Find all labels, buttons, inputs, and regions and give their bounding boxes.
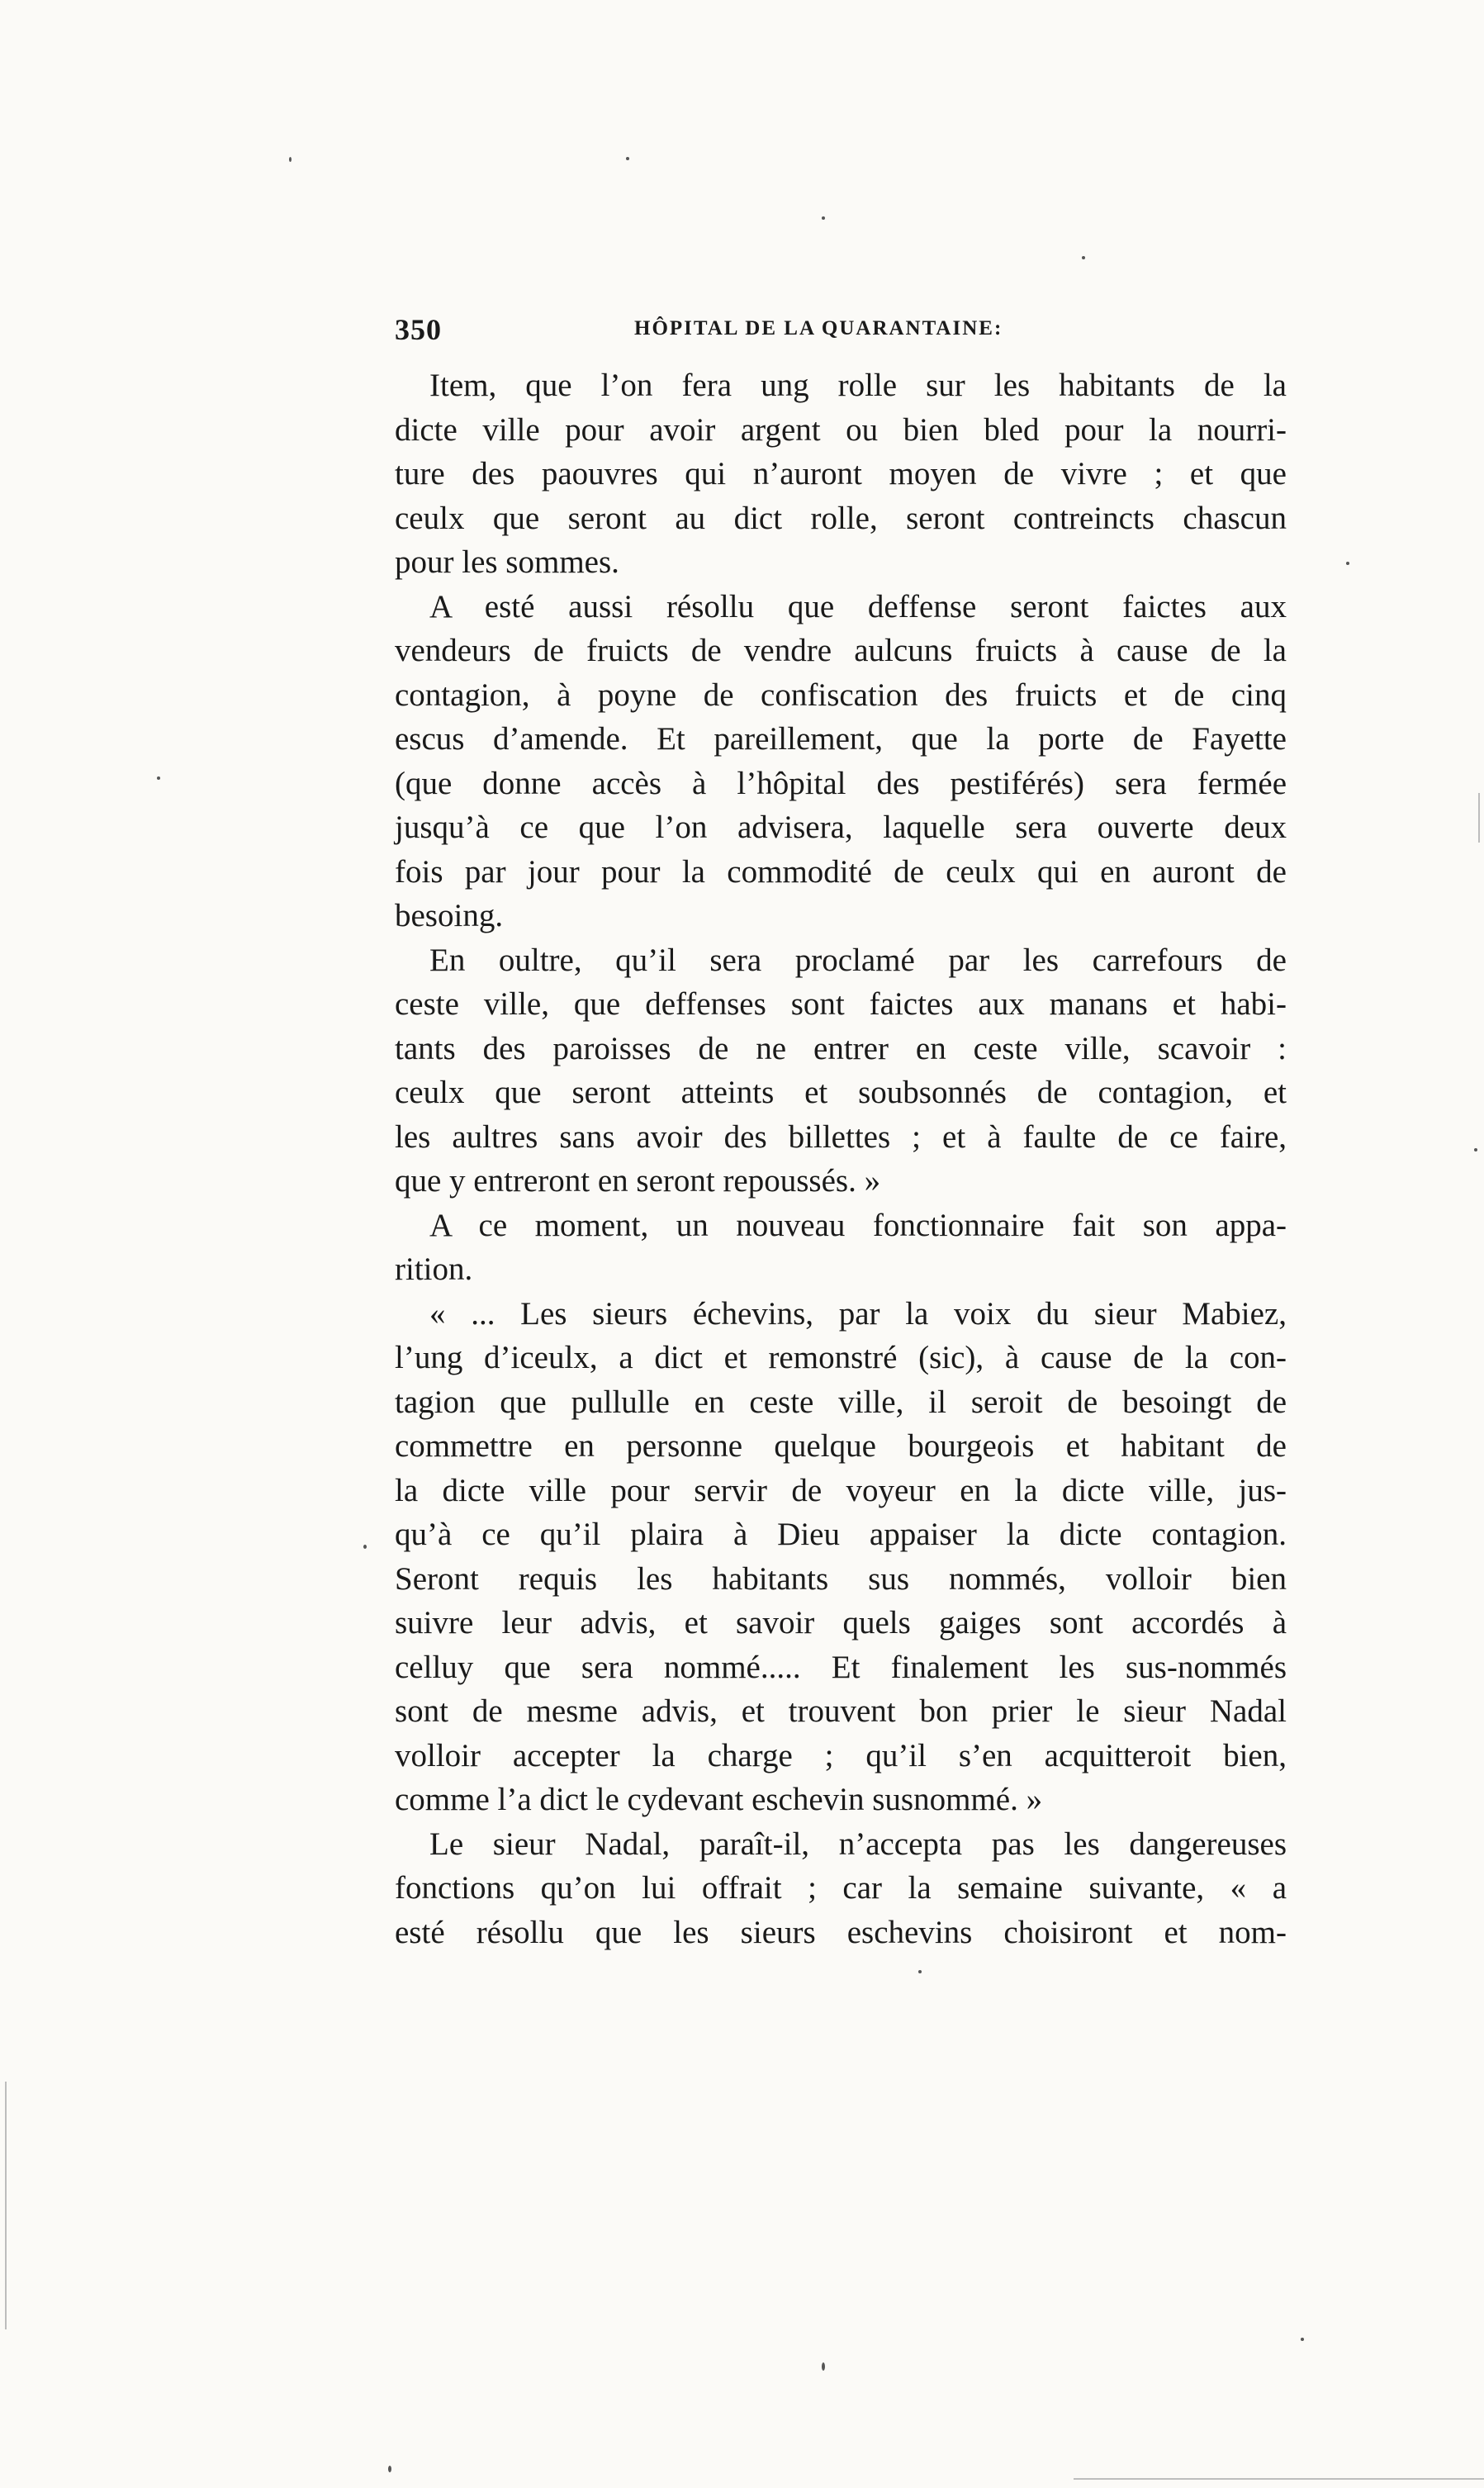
text-line: A ce moment, un nouveau fonctionnaire fait son appa- — [429, 1207, 1287, 1243]
scan-speck — [1474, 1148, 1477, 1151]
text-line: A esté aussi résollu que deffense seront faictes aux — [429, 588, 1287, 624]
scan-speck — [1082, 256, 1085, 259]
text-line: ture des paouvres qui n’auront moyen de vivre ; et que — [395, 456, 1287, 491]
scan-speck — [1301, 2338, 1304, 2341]
text-line: ceste ville, que deffenses sont faictes aux manans et habi- — [395, 986, 1287, 1022]
text-line: dicte ville pour avoir argent ou bien bled pour la nourri- — [395, 411, 1287, 448]
text-line: besoing. — [395, 898, 504, 933]
text-line: « ... Les sieurs échevins, par la voix du sieur Mabiez, — [429, 1295, 1287, 1332]
scan-speck — [822, 2362, 825, 2371]
body-text — [395, 363, 1287, 1954]
scan-edge-left — [5, 2082, 7, 2329]
text-line: pour les sommes. — [395, 544, 619, 580]
text-line: la dicte ville pour servir de voyeur en la dicte ville, jus- — [395, 1472, 1287, 1508]
scan-speck — [626, 157, 629, 160]
page-number: 350 — [395, 313, 442, 346]
text-line: En oultre, qu’il sera proclamé par les carrefours de — [429, 942, 1287, 978]
text-line: tants des paroisses de ne entrer en ceste ville, scavoir : — [395, 1030, 1287, 1066]
text-line: escus d’amende. Et pareillement, que la porte de Fayette — [395, 721, 1287, 757]
text-line: fois par jour pour la commodité de ceulx qui en auront de — [395, 853, 1287, 890]
text-line: sont de mesme advis, et trouvent bon prier le sieur Nadal — [395, 1693, 1287, 1729]
scan-speck — [918, 1970, 922, 1973]
text-line: qu’à ce qu’il plaira à Dieu appaiser la dicte contagion. — [395, 1517, 1287, 1552]
text-line: que y entreront en seront repoussés. » — [395, 1163, 881, 1199]
text-line: l’ung d’iceulx, a dict et remonstré (sic), à cause de la con- — [395, 1340, 1287, 1375]
text-line: tagion que pullulle en ceste ville, il seroit de besoingt de — [395, 1384, 1287, 1420]
text-line: Item, que l’on fera ung rolle sur les habitants de la — [429, 368, 1287, 403]
page-header — [395, 312, 1287, 354]
text-line: (que donne accès à l’hôpital des pestiférés) sera fermée — [395, 765, 1287, 801]
text-line: rition. — [395, 1251, 473, 1287]
scan-speck — [289, 157, 292, 162]
text-line: contagion, à poyne de confiscation des fruicts et de cinq — [395, 677, 1287, 713]
scan-speck — [822, 216, 825, 220]
text-line: celluy que sera nommé..... Et finalement les sus-nommés — [395, 1649, 1287, 1685]
scan-speck — [1346, 562, 1349, 565]
scan-speck — [388, 2466, 391, 2472]
text-line: commettre en personne quelque bourgeois et habitant de — [395, 1428, 1287, 1464]
text-line: ceulx que seront au dict rolle, seront contreincts chascun — [395, 500, 1287, 536]
text-line: ceulx que seront atteints et soubsonnés de contagion, et — [395, 1075, 1287, 1110]
text-line: vendeurs de fruicts de vendre aulcuns fruicts à cause de la — [395, 633, 1287, 668]
text-line: Seront requis les habitants sus nommés, volloir bien — [395, 1560, 1287, 1597]
text-line: Le sieur Nadal, paraît-il, n’accepta pas les dangereuses — [429, 1826, 1287, 1862]
running-title: HÔPITAL DE LA QUARANTAINE: — [634, 317, 1003, 339]
text-line: suivre leur advis, et savoir quels gaiges sont accordés à — [395, 1605, 1287, 1640]
scan-edge-bottom — [1074, 2478, 1484, 2480]
text-line: comme l’a dict le cydevant eschevin susnommé. » — [395, 1782, 1043, 1817]
text-line: fonctions qu’on lui offrait ; car la semaine suivante, « a — [395, 1870, 1287, 1906]
text-line: volloir accepter la charge ; qu’il s’en acquitteroit bien, — [395, 1737, 1287, 1773]
text-line: les aultres sans avoir des billettes ; et à faulte de ce faire, — [395, 1118, 1287, 1155]
text-line: esté résollu que les sieurs eschevins choisiront et nom- — [395, 1914, 1287, 1950]
scan-speck — [363, 1545, 367, 1549]
text-line: jusqu’à ce que l’on advisera, laquelle sera ouverte deux — [395, 810, 1287, 845]
scan-speck — [157, 776, 160, 780]
scan-edge-right — [1478, 793, 1480, 843]
